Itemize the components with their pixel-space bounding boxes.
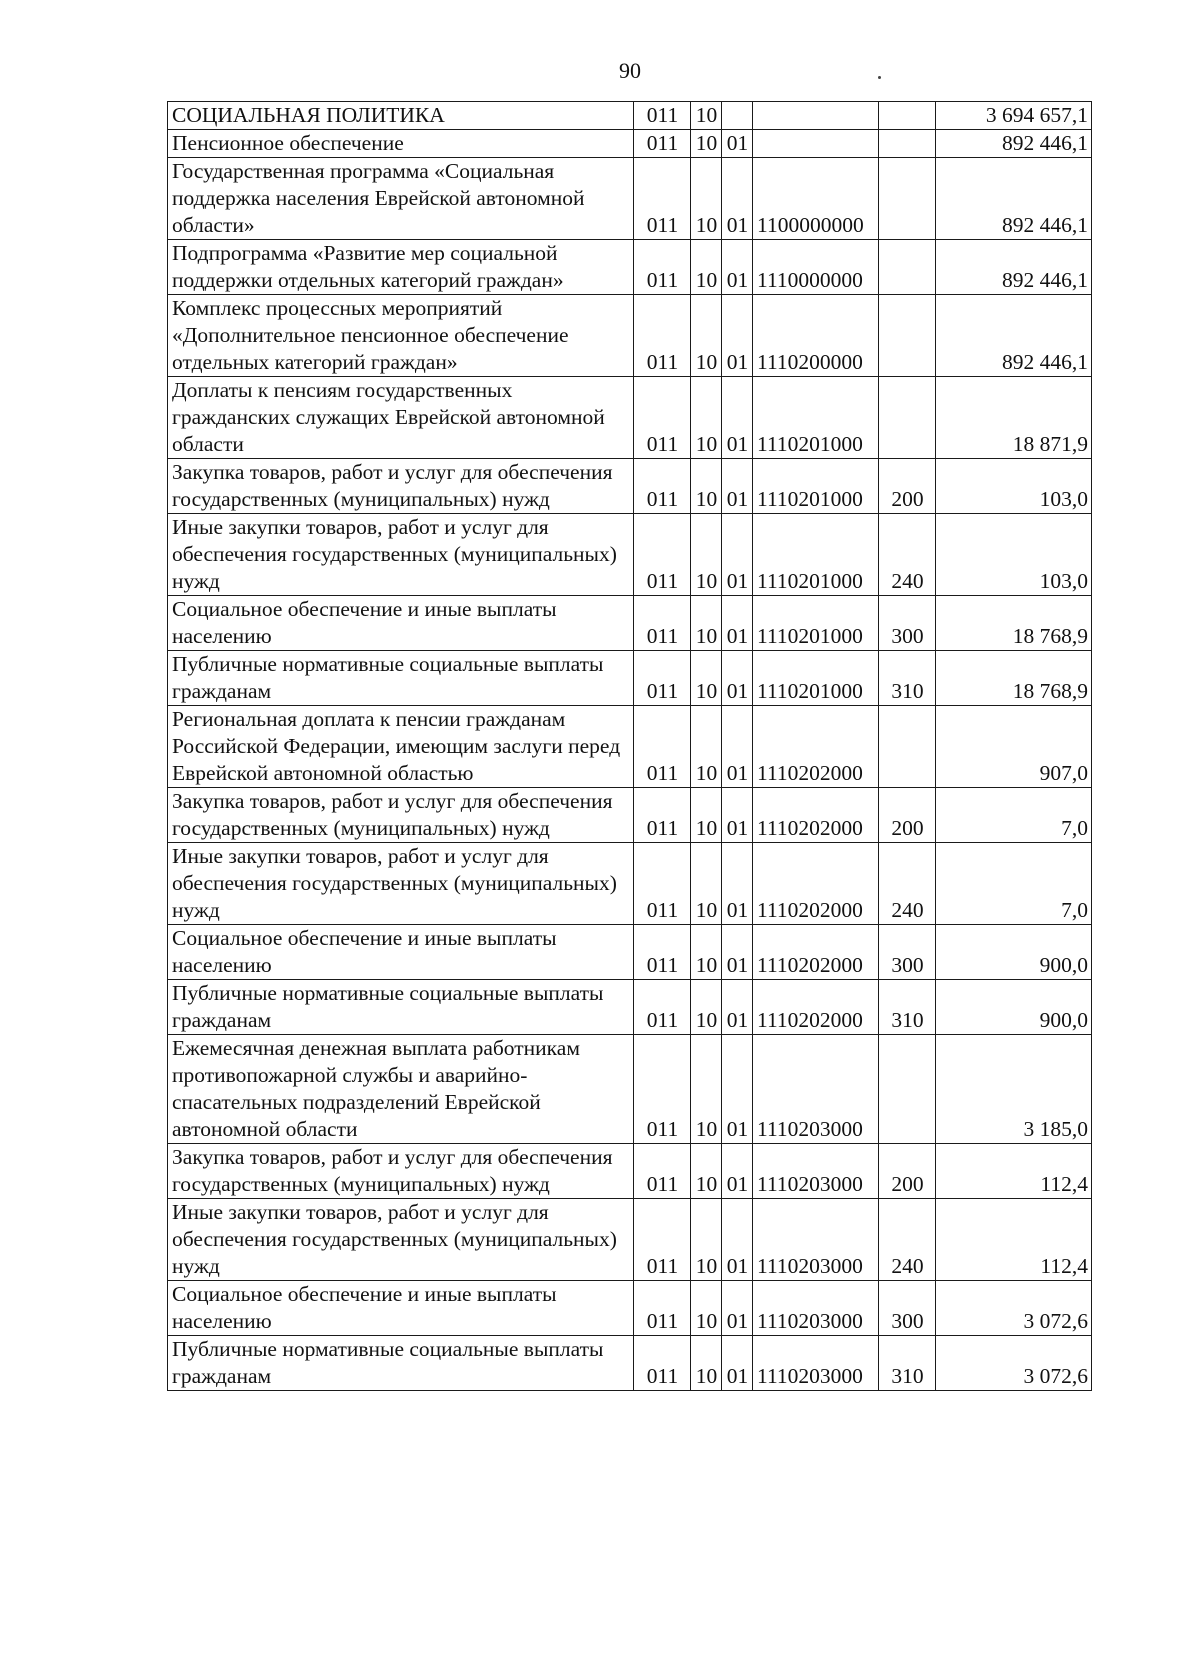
section-code-cell: 10 <box>691 377 722 459</box>
subsection-code-cell: 01 <box>722 1144 753 1199</box>
target-article-cell: 1110203000 <box>753 1199 879 1281</box>
target-article-cell <box>753 130 879 158</box>
target-article-cell: 1110201000 <box>753 514 879 596</box>
section-code-cell: 10 <box>691 788 722 843</box>
subsection-code-cell: 01 <box>722 1199 753 1281</box>
ministry-code-cell: 011 <box>634 514 691 596</box>
table-row <box>168 1281 1092 1336</box>
target-article-cell: 1110202000 <box>753 925 879 980</box>
subsection-code-cell <box>722 102 753 130</box>
row-name-cell: Закупка товаров, работ и услуг для обеспечения государственных (муниципальных) нужд <box>168 788 634 843</box>
table-row <box>168 158 1092 240</box>
subsection-code-cell: 01 <box>722 596 753 651</box>
row-name-cell: Государственная программа «Социальная поддержка населения Еврейской автономной области» <box>168 158 634 240</box>
page-number: 90 <box>619 58 641 83</box>
budget-table-body <box>168 102 1092 1391</box>
amount-cell: 892 446,1 <box>936 240 1092 295</box>
amount-cell: 900,0 <box>936 925 1092 980</box>
section-code-cell: 10 <box>691 459 722 514</box>
section-code-cell: 10 <box>691 1199 722 1281</box>
row-name-cell: Ежемесячная денежная выплата работникам противопожарной службы и аварийно-спасательных подразделений Еврейской автономной области <box>168 1035 634 1144</box>
expense-type-cell: 200 <box>879 459 936 514</box>
target-article-cell: 1110203000 <box>753 1035 879 1144</box>
expense-type-cell: 200 <box>879 1144 936 1199</box>
table-row <box>168 980 1092 1035</box>
amount-cell: 18 871,9 <box>936 377 1092 459</box>
amount-cell: 18 768,9 <box>936 596 1092 651</box>
target-article-cell: 1110203000 <box>753 1144 879 1199</box>
ministry-code-cell: 011 <box>634 651 691 706</box>
subsection-code-cell: 01 <box>722 1035 753 1144</box>
amount-cell: 103,0 <box>936 514 1092 596</box>
row-name-cell: Иные закупки товаров, работ и услуг для обеспечения государственных (муниципальных) нужд <box>168 514 634 596</box>
row-name-cell: Закупка товаров, работ и услуг для обеспечения государственных (муниципальных) нужд <box>168 1144 634 1199</box>
row-name-cell: Иные закупки товаров, работ и услуг для обеспечения государственных (муниципальных) нужд <box>168 843 634 925</box>
amount-cell: 907,0 <box>936 706 1092 788</box>
subsection-code-cell: 01 <box>722 706 753 788</box>
budget-table <box>167 101 1092 1391</box>
row-name-cell: Комплекс процессных мероприятий «Дополнительное пенсионное обеспечение отдельных категорий граждан» <box>168 295 634 377</box>
expense-type-cell <box>879 706 936 788</box>
amount-cell: 18 768,9 <box>936 651 1092 706</box>
subsection-code-cell: 01 <box>722 158 753 240</box>
expense-type-cell: 310 <box>879 1336 936 1391</box>
expense-type-cell <box>879 102 936 130</box>
target-article-cell: 1110000000 <box>753 240 879 295</box>
expense-type-cell: 300 <box>879 925 936 980</box>
ministry-code-cell: 011 <box>634 788 691 843</box>
table-row <box>168 459 1092 514</box>
ministry-code-cell: 011 <box>634 130 691 158</box>
table-row <box>168 295 1092 377</box>
section-code-cell: 10 <box>691 158 722 240</box>
subsection-code-cell: 01 <box>722 459 753 514</box>
amount-cell: 7,0 <box>936 788 1092 843</box>
ministry-code-cell: 011 <box>634 102 691 130</box>
ministry-code-cell: 011 <box>634 240 691 295</box>
amount-cell: 3 072,6 <box>936 1336 1092 1391</box>
expense-type-cell: 200 <box>879 788 936 843</box>
row-name-cell: Социальное обеспечение и иные выплаты населению <box>168 1281 634 1336</box>
ministry-code-cell: 011 <box>634 1035 691 1144</box>
target-article-cell: 1110202000 <box>753 843 879 925</box>
subsection-code-cell: 01 <box>722 651 753 706</box>
amount-cell: 112,4 <box>936 1144 1092 1199</box>
target-article-cell: 1110202000 <box>753 980 879 1035</box>
amount-cell: 112,4 <box>936 1199 1092 1281</box>
amount-cell: 3 185,0 <box>936 1035 1092 1144</box>
ministry-code-cell: 011 <box>634 1144 691 1199</box>
target-article-cell: 1110201000 <box>753 377 879 459</box>
ministry-code-cell: 011 <box>634 377 691 459</box>
table-row <box>168 377 1092 459</box>
table-row <box>168 925 1092 980</box>
subsection-code-cell: 01 <box>722 240 753 295</box>
ministry-code-cell: 011 <box>634 158 691 240</box>
amount-cell: 103,0 <box>936 459 1092 514</box>
subsection-code-cell: 01 <box>722 843 753 925</box>
target-article-cell: 1110200000 <box>753 295 879 377</box>
row-name-cell: СОЦИАЛЬНАЯ ПОЛИТИКА <box>168 102 634 130</box>
expense-type-cell <box>879 240 936 295</box>
amount-cell: 7,0 <box>936 843 1092 925</box>
section-code-cell: 10 <box>691 1281 722 1336</box>
section-code-cell: 10 <box>691 514 722 596</box>
amount-cell: 900,0 <box>936 980 1092 1035</box>
expense-type-cell <box>879 377 936 459</box>
table-row <box>168 651 1092 706</box>
table-row <box>168 240 1092 295</box>
amount-cell: 3 072,6 <box>936 1281 1092 1336</box>
table-row <box>168 706 1092 788</box>
target-article-cell: 1110202000 <box>753 706 879 788</box>
table-row <box>168 843 1092 925</box>
row-name-cell: Публичные нормативные социальные выплаты гражданам <box>168 1336 634 1391</box>
expense-type-cell <box>879 158 936 240</box>
row-name-cell: Региональная доплата к пенсии гражданам Российской Федерации, имеющим заслуги перед Еврейской автономной областью <box>168 706 634 788</box>
row-name-cell: Иные закупки товаров, работ и услуг для обеспечения государственных (муниципальных) нужд <box>168 1199 634 1281</box>
table-row <box>168 514 1092 596</box>
row-name-cell: Пенсионное обеспечение <box>168 130 634 158</box>
section-code-cell: 10 <box>691 1144 722 1199</box>
subsection-code-cell: 01 <box>722 925 753 980</box>
table-row <box>168 1144 1092 1199</box>
table-row <box>168 1336 1092 1391</box>
section-code-cell: 10 <box>691 240 722 295</box>
row-name-cell: Социальное обеспечение и иные выплаты населению <box>168 925 634 980</box>
expense-type-cell <box>879 1035 936 1144</box>
row-name-cell: Доплаты к пенсиям государственных гражданских служащих Еврейской автономной области <box>168 377 634 459</box>
subsection-code-cell: 01 <box>722 788 753 843</box>
section-code-cell: 10 <box>691 651 722 706</box>
section-code-cell: 10 <box>691 1336 722 1391</box>
target-article-cell: 1110201000 <box>753 651 879 706</box>
table-row <box>168 1199 1092 1281</box>
ministry-code-cell: 011 <box>634 459 691 514</box>
table-row <box>168 130 1092 158</box>
section-code-cell: 10 <box>691 843 722 925</box>
subsection-code-cell: 01 <box>722 295 753 377</box>
target-article-cell <box>753 102 879 130</box>
table-row <box>168 102 1092 130</box>
target-article-cell: 1100000000 <box>753 158 879 240</box>
ministry-code-cell: 011 <box>634 295 691 377</box>
section-code-cell: 10 <box>691 980 722 1035</box>
amount-cell: 892 446,1 <box>936 130 1092 158</box>
expense-type-cell: 300 <box>879 1281 936 1336</box>
ministry-code-cell: 011 <box>634 980 691 1035</box>
scan-speck <box>878 76 881 79</box>
amount-cell: 892 446,1 <box>936 158 1092 240</box>
row-name-cell: Подпрограмма «Развитие мер социальной поддержки отдельных категорий граждан» <box>168 240 634 295</box>
subsection-code-cell: 01 <box>722 1281 753 1336</box>
subsection-code-cell: 01 <box>722 130 753 158</box>
row-name-cell: Публичные нормативные социальные выплаты гражданам <box>168 651 634 706</box>
section-code-cell: 10 <box>691 706 722 788</box>
ministry-code-cell: 011 <box>634 706 691 788</box>
ministry-code-cell: 011 <box>634 596 691 651</box>
target-article-cell: 1110201000 <box>753 459 879 514</box>
expense-type-cell <box>879 295 936 377</box>
section-code-cell: 10 <box>691 596 722 651</box>
expense-type-cell: 240 <box>879 514 936 596</box>
table-row <box>168 1035 1092 1144</box>
expense-type-cell <box>879 130 936 158</box>
subsection-code-cell: 01 <box>722 980 753 1035</box>
table-row <box>168 788 1092 843</box>
expense-type-cell: 300 <box>879 596 936 651</box>
subsection-code-cell: 01 <box>722 377 753 459</box>
section-code-cell: 10 <box>691 130 722 158</box>
section-code-cell: 10 <box>691 295 722 377</box>
expense-type-cell: 310 <box>879 980 936 1035</box>
amount-cell: 892 446,1 <box>936 295 1092 377</box>
expense-type-cell: 240 <box>879 843 936 925</box>
target-article-cell: 1110201000 <box>753 596 879 651</box>
section-code-cell: 10 <box>691 102 722 130</box>
ministry-code-cell: 011 <box>634 925 691 980</box>
row-name-cell: Закупка товаров, работ и услуг для обеспечения государственных (муниципальных) нужд <box>168 459 634 514</box>
subsection-code-cell: 01 <box>722 1336 753 1391</box>
row-name-cell: Публичные нормативные социальные выплаты гражданам <box>168 980 634 1035</box>
section-code-cell: 10 <box>691 925 722 980</box>
ministry-code-cell: 011 <box>634 1336 691 1391</box>
table-row <box>168 596 1092 651</box>
expense-type-cell: 240 <box>879 1199 936 1281</box>
row-name-cell: Социальное обеспечение и иные выплаты населению <box>168 596 634 651</box>
target-article-cell: 1110202000 <box>753 788 879 843</box>
target-article-cell: 1110203000 <box>753 1336 879 1391</box>
expense-type-cell: 310 <box>879 651 936 706</box>
section-code-cell: 10 <box>691 1035 722 1144</box>
target-article-cell: 1110203000 <box>753 1281 879 1336</box>
amount-cell: 3 694 657,1 <box>936 102 1092 130</box>
ministry-code-cell: 011 <box>634 1281 691 1336</box>
subsection-code-cell: 01 <box>722 514 753 596</box>
ministry-code-cell: 011 <box>634 843 691 925</box>
ministry-code-cell: 011 <box>634 1199 691 1281</box>
